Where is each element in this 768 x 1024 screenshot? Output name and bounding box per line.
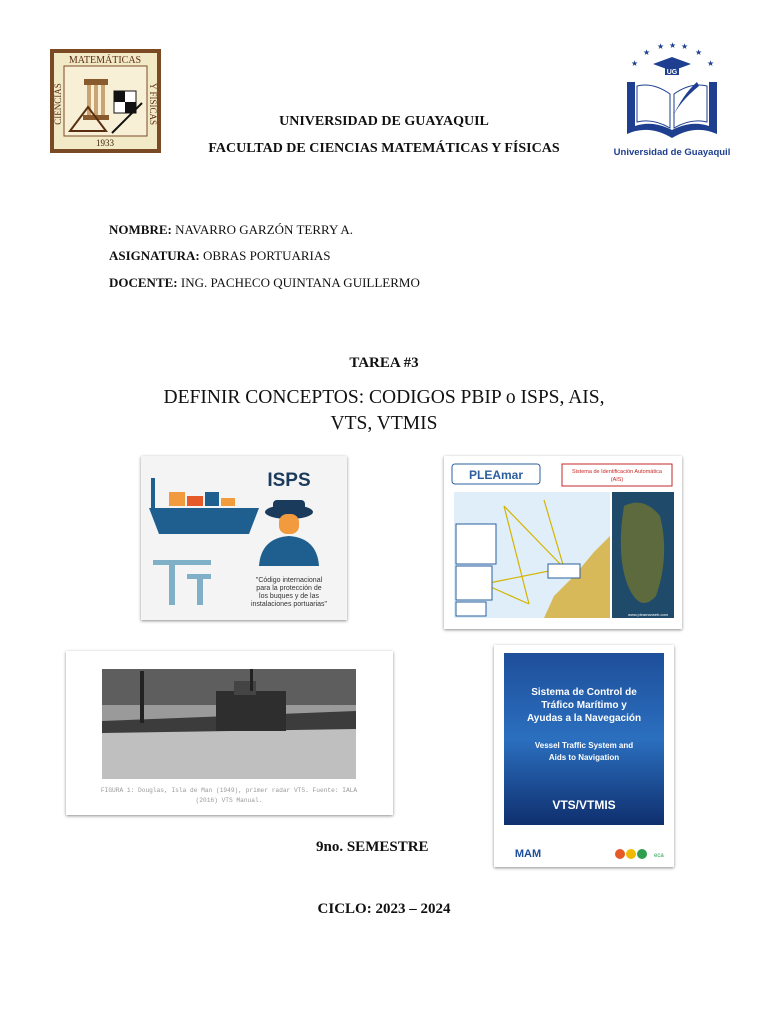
semestre: 9no. SEMESTRE — [316, 839, 429, 855]
docente-value: ING. PACHECO QUINTANA GUILLERMO — [180, 275, 420, 290]
vtmis-title-3: Ayudas a la Navegación — [526, 713, 642, 724]
ais-footer: www.pleamarweb.com — [627, 612, 668, 617]
faculty-logo — [50, 49, 161, 153]
nombre-line — [109, 222, 353, 238]
isps-caption-4: instalaciones portuarias" — [250, 601, 328, 608]
isps-caption-2: para la protección de — [256, 585, 322, 592]
vtmis-subtitle-2: Aids to Navigation — [548, 753, 620, 762]
svg-text:★: ★ — [695, 48, 703, 57]
concepts-line-1: DEFINIR CONCEPTOS: CODIGOS PBIP o ISPS, AIS, — [163, 387, 605, 408]
faculty-name: FACULTAD DE CIENCIAS MATEMÁTICAS Y FÍSICAS — [208, 141, 560, 156]
ais-image — [444, 456, 682, 629]
vtmis-logo-right: eca — [654, 853, 664, 859]
logo-text-left: CIENCIAS — [53, 83, 63, 125]
svg-text:★: ★ — [631, 59, 639, 68]
isps-caption-3: los buques y de las — [259, 593, 319, 600]
asignatura-label: ASIGNATURA: — [109, 248, 200, 263]
vtmis-subtitle-1: Vessel Traffic System and — [534, 741, 634, 750]
ciclo: CICLO: 2023 – 2024 — [317, 901, 451, 917]
asignatura-value: OBRAS PORTUARIAS — [203, 248, 331, 263]
vtmis-label: VTS/VTMIS — [552, 798, 616, 812]
isps-caption-1: "Código internacional — [255, 577, 323, 584]
logo-caption: Universidad de Guayaquil — [613, 147, 731, 158]
svg-text:★: ★ — [643, 48, 651, 57]
concepts-line-2: VTS, VTMIS — [330, 413, 438, 434]
task-concepts — [110, 385, 658, 437]
isps-title: ISPS — [267, 470, 311, 491]
svg-text:★: ★ — [657, 42, 665, 51]
asignatura-line — [109, 248, 330, 264]
vts-caption-1: FIGURA 1: Douglas, Isla de Man (1949), primer radar VTS. Fuente: IALA — [100, 787, 358, 794]
task-title: TAREA #3 — [349, 355, 419, 371]
university-name: UNIVERSIDAD DE GUAYAQUIL — [279, 114, 489, 129]
ais-heading-1: Sistema de Identificación Automática — [572, 469, 662, 475]
svg-text:★: ★ — [681, 42, 689, 51]
vtmis-title-2: Tráfico Marítimo y — [541, 700, 627, 711]
vtmis-cover — [494, 645, 674, 867]
svg-text:★: ★ — [669, 42, 677, 50]
docente-label: DOCENTE: — [109, 275, 178, 290]
logo-year: 1933 — [96, 138, 114, 148]
docente-line — [109, 275, 420, 291]
logo-monogram: UG — [666, 69, 678, 76]
ais-heading-2: (AIS) — [610, 477, 624, 483]
vts-caption-2: (2016) VTS Manual. — [195, 797, 263, 804]
logo-text-top: MATEMÁTICAS — [68, 55, 142, 66]
isps-image — [141, 456, 347, 620]
svg-text:★: ★ — [707, 59, 715, 68]
logo-text-right: Y FÍSICAS — [148, 83, 158, 125]
vtmis-title-1: Sistema de Control de — [531, 687, 637, 698]
ais-brand: PLEAmar — [468, 468, 524, 482]
nombre-label: NOMBRE: — [109, 222, 172, 237]
nombre-value: NAVARRO GARZÓN TERRY A. — [175, 222, 354, 237]
vtmis-logo-left: MAM — [514, 848, 542, 860]
vts-photo — [66, 651, 393, 815]
